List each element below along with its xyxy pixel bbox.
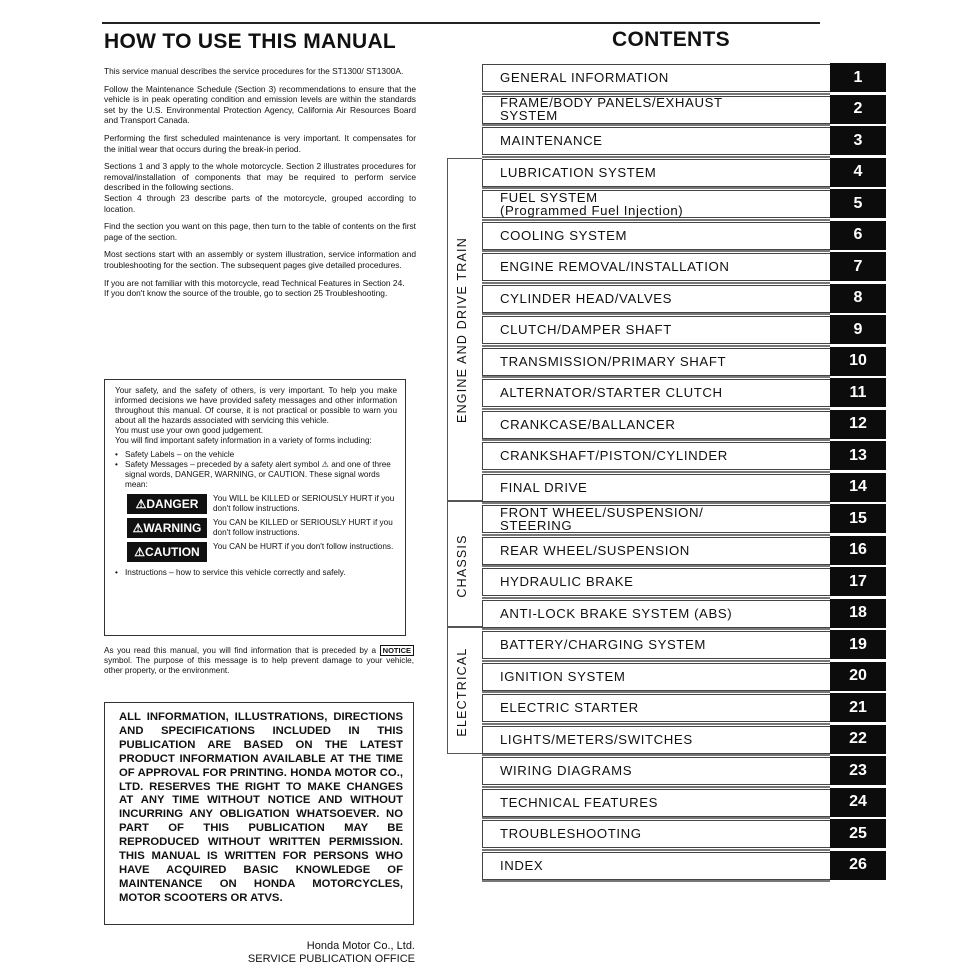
contents-item-label: TRANSMISSION/PRIMARY SHAFT: [500, 353, 727, 369]
section-number-tab[interactable]: 23: [830, 756, 886, 785]
section-number-tab[interactable]: 25: [830, 819, 886, 848]
section-number-tab[interactable]: 6: [830, 221, 886, 250]
section-number-tab[interactable]: 17: [830, 567, 886, 596]
contents-item-label: FINAL DRIVE: [500, 479, 588, 495]
contents-item[interactable]: [482, 188, 888, 220]
contents-item-label: BATTERY/CHARGING SYSTEM: [500, 637, 707, 652]
first-maintenance-paragraph: Performing the first scheduled maintenance is very important. It compensates for the initial wear that occurs during the break-in period.: [104, 132, 416, 154]
section-number-tab[interactable]: 10: [830, 347, 886, 376]
contents-item[interactable]: [482, 125, 888, 157]
contents-item[interactable]: [482, 661, 888, 693]
caution-text: You CAN be HURT if you don't follow instructions.: [213, 542, 394, 551]
contents-item-label: LUBRICATION SYSTEM: [500, 164, 657, 180]
section-number-tab[interactable]: 8: [830, 284, 886, 313]
contents-item-label: TROUBLESHOOTING: [500, 826, 642, 841]
section-number-tab[interactable]: 2: [830, 95, 886, 124]
contents-item[interactable]: [482, 566, 888, 598]
contents-item-label: ELECTRIC STARTER: [500, 700, 639, 715]
troubleshooting-paragraph: If you don't know the source of the trouble, go to section 25 Troubleshooting.: [104, 288, 388, 299]
publisher-office: SERVICE PUBLICATION OFFICE: [247, 953, 415, 965]
caution-row: [127, 542, 397, 562]
safety-box: [104, 379, 406, 636]
contents-item-label: CYLINDER HEAD/VALVES: [500, 290, 673, 306]
contents-item-label: REAR WHEEL/SUSPENSION: [500, 542, 690, 558]
section-number-tab[interactable]: 14: [830, 473, 886, 502]
section-number-tab[interactable]: 19: [830, 630, 886, 659]
find-section-paragraph: Find the section you want on this page, then turn to the table of contents on the first page of the section.: [104, 221, 416, 242]
notice-tag: NOTICE: [380, 645, 414, 656]
contents-item[interactable]: [482, 94, 888, 126]
safety-intro: Your safety, and the safety of others, is very important. To help you make informed decisions we have provided safety messages and other information throughout this manual. Of course, it is not practical or possible to warn you about all the hazards associated with servicing this vehicle.: [115, 386, 397, 425]
danger-text: You WILL be KILLED or SERIOUSLY HURT if you don't follow instructions.: [213, 494, 395, 513]
contents-item[interactable]: [482, 283, 888, 315]
bullet-instructions: • Instructions – how to service this vehicle correctly and safely.: [115, 568, 397, 578]
contents-item[interactable]: [482, 755, 888, 787]
contents-item-label: CLUTCH/DAMPER SHAFT: [500, 322, 672, 337]
section-number-tab[interactable]: 12: [830, 410, 886, 439]
section-number-tab[interactable]: 18: [830, 599, 886, 628]
section-number-tab[interactable]: 5: [830, 189, 886, 218]
contents-item[interactable]: [482, 724, 888, 756]
section-number-tab[interactable]: 21: [830, 693, 886, 722]
intro-paragraph: This service manual describes the service procedures for the ST1300/ ST1300A.: [104, 66, 404, 76]
contents-item-label: COOLING SYSTEM: [500, 227, 628, 243]
contents-item[interactable]: [482, 692, 888, 724]
how-to-use-heading: HOW TO USE THIS MANUAL: [104, 30, 397, 53]
safety-judgement: You must use your own good judgement.: [115, 426, 264, 435]
bullet-safety-messages: • Safety Messages – preceded by a safety alert symbol ⚠ and one of three signal words, DANGER, WARNING, or CAUTION. These signal words mean:: [115, 460, 397, 490]
section-number-tab[interactable]: 4: [830, 158, 886, 187]
section-number-tab[interactable]: 1: [830, 63, 886, 92]
instructions-bullet-list: [115, 568, 397, 578]
disclaimer-box: [104, 702, 414, 925]
contents-item[interactable]: [482, 598, 888, 630]
publisher-name: Honda Motor Co., Ltd.: [306, 940, 415, 952]
contents-list: [482, 62, 888, 881]
how-to-use-column: [104, 28, 416, 306]
contents-item-label: FUEL SYSTEM (Programmed Fuel Injection): [500, 189, 684, 218]
warning-badge: ⚠WARNING: [127, 518, 207, 538]
electrical-group-label: ELECTRICAL: [455, 647, 469, 737]
sections-grouped-paragraph: Section 4 through 23 describe parts of the motorcycle, grouped according to location.: [104, 192, 416, 214]
contents-item-label: HYDRAULIC BRAKE: [500, 574, 634, 589]
contents-item[interactable]: [482, 440, 888, 472]
safety-bullets: [115, 450, 397, 490]
section-number-tab[interactable]: 11: [830, 378, 886, 407]
section-number-tab[interactable]: 20: [830, 662, 886, 691]
bullet-safety-labels: • Safety Labels – on the vehicle: [115, 450, 397, 460]
contents-item-label: FRONT WHEEL/SUSPENSION/ STEERING: [500, 504, 704, 533]
contents-heading: CONTENTS: [612, 28, 730, 51]
publisher-footer: [248, 940, 415, 966]
contents-item-label: CRANKSHAFT/PISTON/CYLINDER: [500, 448, 728, 463]
contents-item[interactable]: [482, 251, 888, 283]
section-number-tab[interactable]: 22: [830, 725, 886, 754]
notice-after: symbol. The purpose of this message is to help prevent damage to your vehicle, other property, or the environment.: [104, 656, 414, 675]
disclaimer-text: ALL INFORMATION, ILLUSTRATIONS, DIRECTIONS AND SPECIFICATIONS INCLUDED IN THIS PUBLICATION ARE BASED ON THE LATEST PRODUCT INFORMATION AVAILABLE AT THE TIME OF APPROVAL FOR PRINTING. HONDA MOTOR CO., LTD. RESERVES THE RIGHT TO MAKE CHANGES AT ANY TIME WITHOUT NOTICE AND WITHOUT INCURRING ANY OBLIGATION WHATSOEVER. NO PART OF THIS PUBLICATION MAY BE REPRODUCED WITHOUT WRITTEN PERMISSION. THIS MANUAL IS WRITTEN FOR PERSONS WHO HAVE ACQUIRED BASIC KNOWLEDGE OF MAINTENANCE ON HONDA MOTORCYCLES, MOTOR SCOOTERS OR ATVS.: [119, 711, 403, 904]
section-number-tab[interactable]: 13: [830, 441, 886, 470]
contents-item-label: LIGHTS/METERS/SWITCHES: [500, 731, 693, 747]
section-number-tab[interactable]: 26: [830, 851, 886, 880]
caution-badge: ⚠CAUTION: [127, 542, 207, 562]
warning-text: You CAN be KILLED or SERIOUSLY HURT if you don't follow instructions.: [213, 518, 393, 537]
section-number-tab[interactable]: 9: [830, 315, 886, 344]
danger-row: [127, 494, 397, 514]
contents-item[interactable]: [482, 377, 888, 409]
contents-item[interactable]: [482, 472, 888, 504]
contents-item[interactable]: [482, 62, 888, 94]
safety-forms: You will find important safety information in a variety of forms including:: [115, 436, 372, 445]
notice-before: As you read this manual, you will find information that is preceded by a: [104, 646, 377, 655]
contents-item-label: ANTI-LOCK BRAKE SYSTEM (ABS): [500, 605, 733, 621]
contents-item[interactable]: [482, 850, 888, 882]
contents-item-label: MAINTENANCE: [500, 133, 603, 148]
contents-item-label: WIRING DIAGRAMS: [500, 763, 633, 778]
contents-item[interactable]: [482, 787, 888, 819]
danger-badge: ⚠DANGER: [127, 494, 207, 514]
contents-item[interactable]: [482, 535, 888, 567]
section-number-tab[interactable]: 3: [830, 126, 886, 155]
chassis-group-label: CHASSIS: [455, 534, 469, 598]
maintenance-paragraph: Follow the Maintenance Schedule (Section 3) recommendations to ensure that the vehicle is in peak operating condition and emission levels are within the standards set by the U.S. Environmental Protection Agency, California Air Resources Board and Transport Canada.: [104, 83, 416, 126]
contents-item-label: CRANKCASE/BALLANCER: [500, 416, 676, 432]
contents-item[interactable]: [482, 818, 888, 850]
contents-item-label: ENGINE REMOVAL/INSTALLATION: [500, 259, 730, 274]
section-structure-paragraph: Most sections start with an assembly or system illustration, service information and troubleshooting for the section. The subsequent pages give detailed procedures.: [104, 249, 416, 270]
contents-item-label: GENERAL INFORMATION: [500, 70, 669, 85]
contents-item[interactable]: [482, 220, 888, 252]
contents-item-label: TECHNICAL FEATURES: [500, 794, 659, 810]
contents-item[interactable]: [482, 503, 888, 535]
contents-item-label: INDEX: [500, 857, 544, 873]
section-number-tab[interactable]: 16: [830, 536, 886, 565]
section-number-tab[interactable]: 24: [830, 788, 886, 817]
engine-group-label: ENGINE AND DRIVE TRAIN: [455, 237, 469, 423]
contents-item[interactable]: [482, 157, 888, 189]
contents-item-label: FRAME/BODY PANELS/EXHAUST SYSTEM: [500, 95, 723, 123]
contents-item-label: ALTERNATOR/STARTER CLUTCH: [500, 385, 723, 400]
notice-paragraph: [104, 646, 414, 683]
sections-paragraph: Sections 1 and 3 apply to the whole motorcycle. Section 2 illustrates procedures for removal/installation of components that may be required to perform service described in the following sections.: [104, 161, 416, 193]
top-rule: [102, 22, 820, 24]
contents-item[interactable]: [482, 409, 888, 441]
contents-item[interactable]: [482, 346, 888, 378]
section-number-tab[interactable]: 7: [830, 252, 886, 281]
contents-item[interactable]: [482, 314, 888, 346]
section-number-tab[interactable]: 15: [830, 504, 886, 533]
contents-item[interactable]: [482, 629, 888, 661]
contents-item-label: IGNITION SYSTEM: [500, 668, 626, 684]
warning-row: [127, 518, 397, 538]
technical-features-paragraph: If you are not familiar with this motorcycle, read Technical Features in Section 24.: [104, 277, 405, 288]
